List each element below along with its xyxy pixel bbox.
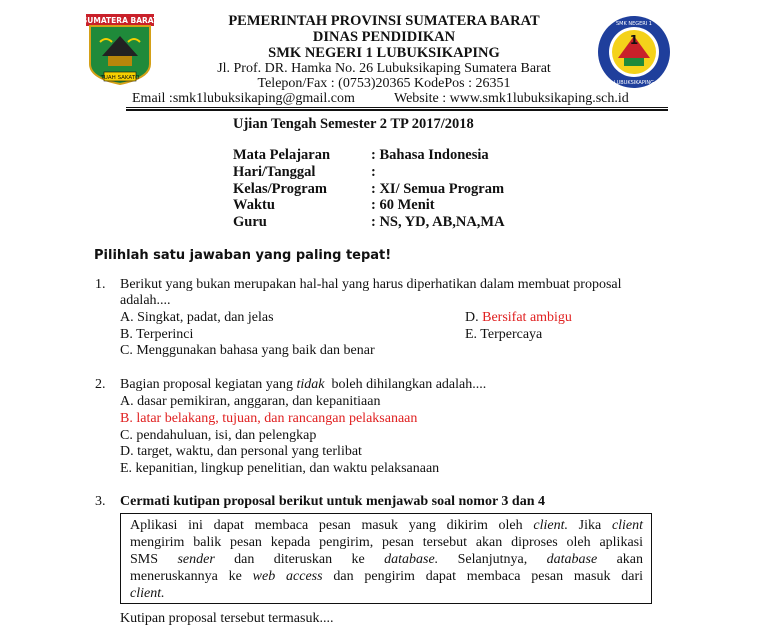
header-email: Email :smk1lubuksikaping@gmail.com (132, 91, 355, 106)
option-a: A. dasar pemikiran, anggaran, dan kepanitiaan (120, 394, 381, 409)
info-value: : Bahasa Indonesia (371, 147, 489, 163)
option-c: C. pendahuluan, isi, dan pelengkap (120, 428, 317, 443)
info-label: Guru (233, 214, 267, 230)
excerpt-line-2: mengirim balik pesan kepada pengirim, pesan tersebut akan diproses oleh aplikasi (130, 535, 643, 550)
question-followup: Kutipan proposal tersebut termasuk.... (120, 611, 334, 626)
header-address: Jl. Prof. DR. Hamka No. 26 Lubuksikaping Sumatera Barat (217, 61, 551, 76)
header-website: Website : www.smk1lubuksikaping.sch.id (394, 91, 629, 106)
excerpt-line-5: client. (130, 586, 165, 601)
question-number: 1. (95, 277, 106, 292)
question-stem: Berikut yang bukan merupakan hal-hal yang harus diperhatikan dalam membuat proposal (120, 277, 622, 292)
excerpt-line-4: meneruskannya ke web access dan pengirim dapat membaca pesan masuk dari (130, 569, 644, 584)
info-label: Mata Pelajaran (233, 147, 331, 163)
correct-answer: Bersifat ambigu (482, 310, 572, 325)
question-number: 2. (95, 377, 106, 392)
header-line-government: PEMERINTAH PROVINSI SUMATERA BARAT (228, 13, 540, 29)
info-value: : 60 Menit (371, 197, 435, 213)
question-heading: Cermati kutipan proposal berikut untuk menjawab soal nomor 3 dan 4 (120, 494, 546, 509)
option-a: A. Singkat, padat, dan jelas (120, 310, 274, 325)
header-divider-thin (126, 107, 668, 108)
question-stem-cont: adalah.... (120, 293, 171, 308)
option-e: E. Terpercaya (465, 327, 543, 342)
info-label: Hari/Tanggal (233, 164, 316, 180)
option-d: D. Bersifat ambigu (465, 310, 572, 325)
question-stem: Bagian proposal kegiatan yang tidak boleh dihilangkan adalah.... (120, 377, 487, 392)
info-value: : XI/ Semua Program (371, 181, 505, 197)
svg-text:LUBUKSIKAPING: LUBUKSIKAPING (614, 80, 654, 86)
header-line-department: DINAS PENDIDIKAN (312, 29, 456, 45)
header-divider-thick (126, 109, 668, 111)
instruction: Pilihlah satu jawaban yang paling tepat! (94, 248, 392, 263)
excerpt-line-3: SMS sender dan diteruskan ke database. Selanjutnya, database akan (130, 552, 644, 567)
option-d: D. target, waktu, dan personal yang terlibat (120, 444, 362, 459)
option-e: E. kepanitian, lingkup penelitian, dan waktu pelaksanaan (120, 461, 440, 476)
option-b-correct-answer: B. latar belakang, tujuan, dan rancangan pelaksanaan (120, 411, 418, 426)
exam-title: Ujian Tengah Semester 2 TP 2017/2018 (233, 116, 474, 132)
header-phone: Telepon/Fax : (0753)20365 KodePos : 26351 (257, 76, 511, 91)
info-value: : NS, YD, AB,NA,MA (371, 214, 505, 230)
header-line-school: SMK NEGERI 1 LUBUKSIKAPING (268, 45, 500, 61)
left-logo-text-bottom: TUAH SAKATO (100, 75, 140, 81)
left-logo-text-top: SUMATERA BARAT (84, 16, 156, 25)
right-logo-ring-text: SMK NEGERI 1 (615, 21, 653, 27)
info-value: : (371, 164, 376, 180)
excerpt-line-1: Aplikasi ini dapat membaca pesan masuk yang dikirim oleh client. Jika client (130, 518, 644, 533)
option-b: B. Terperinci (120, 327, 194, 342)
right-logo-number: 1 (629, 33, 639, 47)
info-label: Kelas/Program (233, 181, 327, 197)
info-label: Waktu (233, 197, 275, 213)
question-number: 3. (95, 494, 106, 509)
option-c: C. Menggunakan bahasa yang baik dan benar (120, 343, 375, 358)
